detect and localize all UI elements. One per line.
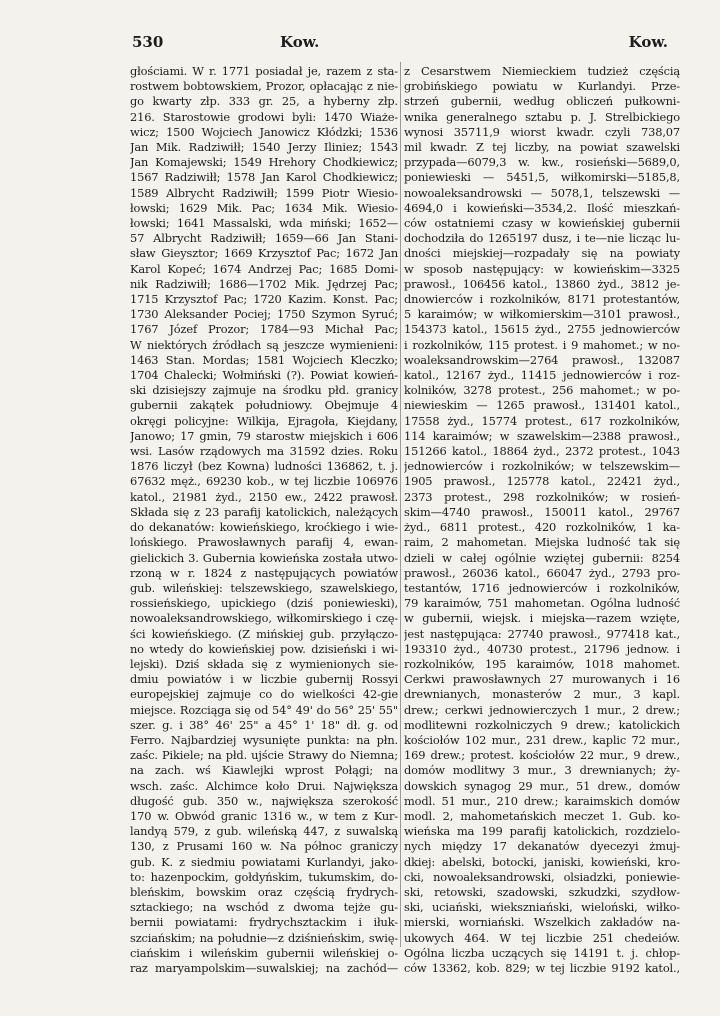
text-line: sław Gieysztor; 1669 Krzysztof Pac; 1672 Jan <box>130 246 398 261</box>
text-line: 170 w. Obwód granic 1316 w., w tem z Kur- <box>130 808 398 823</box>
text-line: W niektórych źródłach są jeszcze wymienieni: <box>130 337 398 352</box>
text-line: ukowych 464. W tej liczbie 251 chedeiów. <box>404 930 680 945</box>
text-line: no wtedy do kowieńskiej pow. dzisieński i wi- <box>130 641 398 656</box>
text-line: 57 Albrycht Radziwiłł; 1659—66 Jan Stani- <box>130 231 398 246</box>
text-line: gubernii zakątek południowy. Obejmuje 4 <box>130 398 398 413</box>
text-line: dochodziła do 1265197 dusz, i te—nie licząc lu- <box>404 231 680 246</box>
text-line: 151266 katol., 18864 żyd., 2372 protest., 1043 <box>404 444 680 459</box>
text-line: drewnianych, monasterów 2 mur., 3 kapl. <box>404 687 680 702</box>
text-line: bernii powiatami: frydrychsztackim i iłuk- <box>130 915 398 930</box>
text-line: go kwarty złp. 333 gr. 25, a hyberny złp. <box>130 94 398 109</box>
text-line: Janowo; 17 gmin, 79 starostw miejskich i 606 <box>130 428 398 443</box>
text-line: modlitewni rozkolniczych 9 drew.; katolickich <box>404 717 680 732</box>
text-line: okręgi policyjne: Wilkija, Ejragoła, Kiejdany, <box>130 413 398 428</box>
text-line: sztackiego; na wschód z dwoma tejże gu- <box>130 900 398 915</box>
text-line: rozkolników, 195 karaimów, 1018 mahomet. <box>404 656 680 671</box>
page-header <box>132 33 668 53</box>
running-head-right: Kow. <box>628 33 668 51</box>
text-line: 130, z Prusami 160 w. Na północ graniczy <box>130 839 398 854</box>
text-line: jest następująca: 27740 prawosł., 977418 kat., <box>404 626 680 641</box>
text-line: kolników, 3278 protest., 256 mahomet.; w po- <box>404 383 680 398</box>
text-line: dowskich synagog 29 mur., 51 drew., domów <box>404 778 680 793</box>
text-line: gub. K. z siedmiu powiatami Kurlandyi, jako- <box>130 854 398 869</box>
text-line: Ogólna liczba uczących się 14191 t. j. chłop- <box>404 945 680 960</box>
text-line: nik Radziwiłł; 1686—1702 Mik. Jędrzej Pac; <box>130 276 398 291</box>
text-line: Jan Mik. Radziwiłł; 1540 Jerzy Iliniez; 1543 <box>130 140 398 155</box>
left-column <box>130 64 398 976</box>
text-line: długość gub. 350 w., największa szerokość <box>130 793 398 808</box>
text-line: landyą 579, z gub. wileńską 447, z suwalską <box>130 824 398 839</box>
text-line: dności miejskiej—rozpadały się na powiaty <box>404 246 680 261</box>
text-line: wicz; 1500 Wojciech Janowicz Kłódzki; 1536 <box>130 124 398 139</box>
text-line: szer. g. i 38° 46' 25" a 45° 1' 18" dł. g. od <box>130 717 398 732</box>
text-line: wsi. Lasów rządowych ma 31592 dzies. Roku <box>130 444 398 459</box>
text-line: 1589 Albrycht Radziwiłł; 1599 Piotr Wiesio- <box>130 185 398 200</box>
text-line: 17558 żyd., 15774 protest., 617 rozkolników, <box>404 413 680 428</box>
text-line: Ferro. Najbardziej wysunięte punkta: na płn. <box>130 732 398 747</box>
text-line: raz maryampolskim—suwalskiej; na zachód— <box>130 960 398 975</box>
text-line: niewieskim — 1265 prawosł., 131401 katol., <box>404 398 680 413</box>
text-line: 67632 męż., 69230 kob., w tej liczbie 106976 <box>130 474 398 489</box>
text-line: kościołów 102 mur., 231 drew., kaplic 72 mur., <box>404 732 680 747</box>
text-line: 1715 Krzysztof Pac; 1720 Kazim. Konst. Pac; <box>130 292 398 307</box>
text-line: jednowierców i rozkolników; w telszewskim— <box>404 459 680 474</box>
text-line: 1905 prawosł., 125778 katol., 22421 żyd., <box>404 474 680 489</box>
text-line: nowoaleksandrowskiego, wiłkomirskiego i czę- <box>130 611 398 626</box>
text-line: rossieńskiego, upickiego (dziś poniewieski), <box>130 596 398 611</box>
text-line: wynosi 35711,9 wiorst kwadr. czyli 738,07 <box>404 124 680 139</box>
text-line: 4694,0 i kowieński—3534,2. Ilość mieszkań- <box>404 200 680 215</box>
running-head-left: Kow. <box>280 33 320 51</box>
text-line: ści kowieńskiego. (Z mińskiej gub. przyłączo- <box>130 626 398 641</box>
text-line: mil kwadr. Z tej liczby, na powiat szawelski <box>404 140 680 155</box>
text-line: 114 karaimów; w szawelskim—2388 prawosł., <box>404 428 680 443</box>
text-line: ciańskim i wileńskim gubernii wileńskiej o- <box>130 945 398 960</box>
text-line: ców 13362, kob. 829; w tej liczbie 9192 katol., <box>404 960 680 975</box>
text-line: europejskiej zajmuje co do wielkości 42-gie <box>130 687 398 702</box>
text-line: nych między 17 dekanatów dyecezyi żmuj- <box>404 839 680 854</box>
text-line: do dekanatów: kowieńskiego, kroćkiego i wie- <box>130 520 398 535</box>
text-line: lejski). Dziś składa się z wymienionych sie- <box>130 656 398 671</box>
text-line: 216. Starostowie grodowi byli: 1470 Wiaże- <box>130 109 398 124</box>
text-line: mierski, worniański. Wszelkich zakładów na- <box>404 915 680 930</box>
text-line: raim, 2 mahometan. Miejska ludność tak się <box>404 535 680 550</box>
text-line: szciańskim; na południe—z dziśnieńskim, swię- <box>130 930 398 945</box>
text-line: bleńskim, bowskim oraz częścią frydrych- <box>130 884 398 899</box>
text-line: ców ostatniemi czasy w kowieńskiej gubernii <box>404 216 680 231</box>
text-line: miejsce. Rozciąga się od 54° 49' do 56° 25' 55" <box>130 702 398 717</box>
text-line: 169 drew.; protest. kościołów 22 mur., 9 drew., <box>404 748 680 763</box>
text-line: łowski; 1641 Massalski, wda miński; 1652— <box>130 216 398 231</box>
page-number: 530 <box>132 33 164 51</box>
text-line: w sposob następujący: w kowieńskim—3325 <box>404 261 680 276</box>
text-line: i rozkolników, 115 protest. i 9 mahomet.; w no- <box>404 337 680 352</box>
text-line: katol., 12167 żyd., 11415 jednowierców i roz- <box>404 368 680 383</box>
text-line: ski dzisiejszy zajmuje na środku płd. granicy <box>130 383 398 398</box>
text-line: gub. wileńskiej: telszewskiego, szawelskiego, <box>130 580 398 595</box>
text-line: łowski; 1629 Mik. Pac; 1634 Mik. Wiesio- <box>130 200 398 215</box>
text-line: gielickich 3. Gubernia kowieńska została utwo- <box>130 550 398 565</box>
text-line: skim—4740 prawosł., 150011 katol., 29767 <box>404 504 680 519</box>
text-line: na zach. wś Kiawlejki wprost Połągi; na <box>130 763 398 778</box>
text-line: wsch. zaśc. Alchimce koło Drui. Największa <box>130 778 398 793</box>
text-line: grobińskiego powiatu w Kurlandyi. Prze- <box>404 79 680 94</box>
text-line: Cerkwi prawosławnych 27 murowanych i 16 <box>404 672 680 687</box>
text-line: 1730 Aleksander Pociej; 1750 Szymon Syruć; <box>130 307 398 322</box>
text-line: 1704 Chalecki; Wołmiński (?). Powiat kowień- <box>130 368 398 383</box>
text-line: 1876 liczył (bez Kowna) ludności 136862, t. j. <box>130 459 398 474</box>
text-line: testantów, 1716 jednowierców i rozkolników, <box>404 580 680 595</box>
text-line: dzieli w całej ogólnie wziętej gubernii: 8254 <box>404 550 680 565</box>
text-line: 2373 protest., 298 rozkolników; w rosień- <box>404 489 680 504</box>
text-line: 5 karaimów; w wiłkomierskim—3101 prawosł., <box>404 307 680 322</box>
text-line: żyd., 6811 protest., 420 rozkolników, 1 ka- <box>404 520 680 535</box>
text-line: modl. 51 mur., 210 drew.; karaimskich domów <box>404 793 680 808</box>
text-line: prawosł., 26036 katol., 66047 żyd., 2793 pro- <box>404 565 680 580</box>
text-line: 1567 Radziwiłł; 1578 Jan Karol Chodkiewicz; <box>130 170 398 185</box>
text-line: Jan Komajewski; 1549 Hrehory Chodkiewicz; <box>130 155 398 170</box>
text-line: cki, nowoaleksandrowski, olsiadzki, poniewie- <box>404 869 680 884</box>
text-line: strzeń gubernii, według obliczeń pułkowni- <box>404 94 680 109</box>
text-line: wnika generalnego sztabu p. J. Strelbickiego <box>404 109 680 124</box>
text-line: nowoaleksandrowski — 5078,1, telszewski — <box>404 185 680 200</box>
text-line: dkiej: abelski, botocki, janiski, kowieński, kro- <box>404 854 680 869</box>
text-line: poniewieski — 5451,5, wiłkomirski—5185,8, <box>404 170 680 185</box>
text-line: ski, retowski, szadowski, szkudzki, szydłow- <box>404 884 680 899</box>
column-divider <box>400 62 401 947</box>
right-column <box>404 64 680 976</box>
text-line: Składa się z 23 parafij katolickich, należących <box>130 504 398 519</box>
text-line: 79 karaimów, 751 mahometan. Ogólna ludność <box>404 596 680 611</box>
text-line: domów modlitwy 3 mur., 3 drewnianych; ży- <box>404 763 680 778</box>
text-line: dmiu powiatów i w liczbie gubernij Rossyi <box>130 672 398 687</box>
text-line: 193310 żyd., 40730 protest., 21796 jednow. i <box>404 641 680 656</box>
text-line: woaleksandrowskim—2764 prawosł., 132087 <box>404 352 680 367</box>
text-line: dnowierców i rozkolników, 8171 protestantów, <box>404 292 680 307</box>
text-line: rzoną w r. 1824 z następujących powiatów <box>130 565 398 580</box>
text-line: katol., 21981 żyd., 2150 ew., 2422 prawosł. <box>130 489 398 504</box>
text-line: wieńska ma 199 parafij katolickich, rozdzielo- <box>404 824 680 839</box>
text-line: zaśc. Pikiele; na płd. ujście Strawy do Niemna; <box>130 748 398 763</box>
text-line: rostwem bobtowskiem, Prozor, opłacając z nie- <box>130 79 398 94</box>
text-line: głościami. W r. 1771 posiadał je, razem z sta- <box>130 64 398 78</box>
text-line: 1767 Józef Prozor; 1784—93 Michał Pac; <box>130 322 398 337</box>
text-line: prawosł., 106456 katol., 13860 żyd., 3812 je- <box>404 276 680 291</box>
text-line: lońskiego. Prawosławnych parafij 4, ewan- <box>130 535 398 550</box>
text-line: przypada—6079,3 w. kw., rosieński—5689,0, <box>404 155 680 170</box>
text-line: drew.; cerkwi jednowierczych 1 mur., 2 drew.; <box>404 702 680 717</box>
text-line: z Cesarstwem Niemieckiem tudzież częścią <box>404 64 680 78</box>
text-line: 154373 katol., 15615 żyd., 2755 jednowierców <box>404 322 680 337</box>
text-line: Karol Kopeć; 1674 Andrzej Pac; 1685 Domi- <box>130 261 398 276</box>
text-line: 1463 Stan. Mordas; 1581 Wojciech Kleczko; <box>130 352 398 367</box>
text-line: w gubernii, wiejsk. i miejska—razem wzięte, <box>404 611 680 626</box>
text-line: ski, uciański, wiekszniański, wieloński, wiłko- <box>404 900 680 915</box>
text-line: to: hazenpockim, gołdyńskim, tukumskim, do- <box>130 869 398 884</box>
text-line: modl. 2, mahometańskich meczet 1. Gub. ko- <box>404 808 680 823</box>
